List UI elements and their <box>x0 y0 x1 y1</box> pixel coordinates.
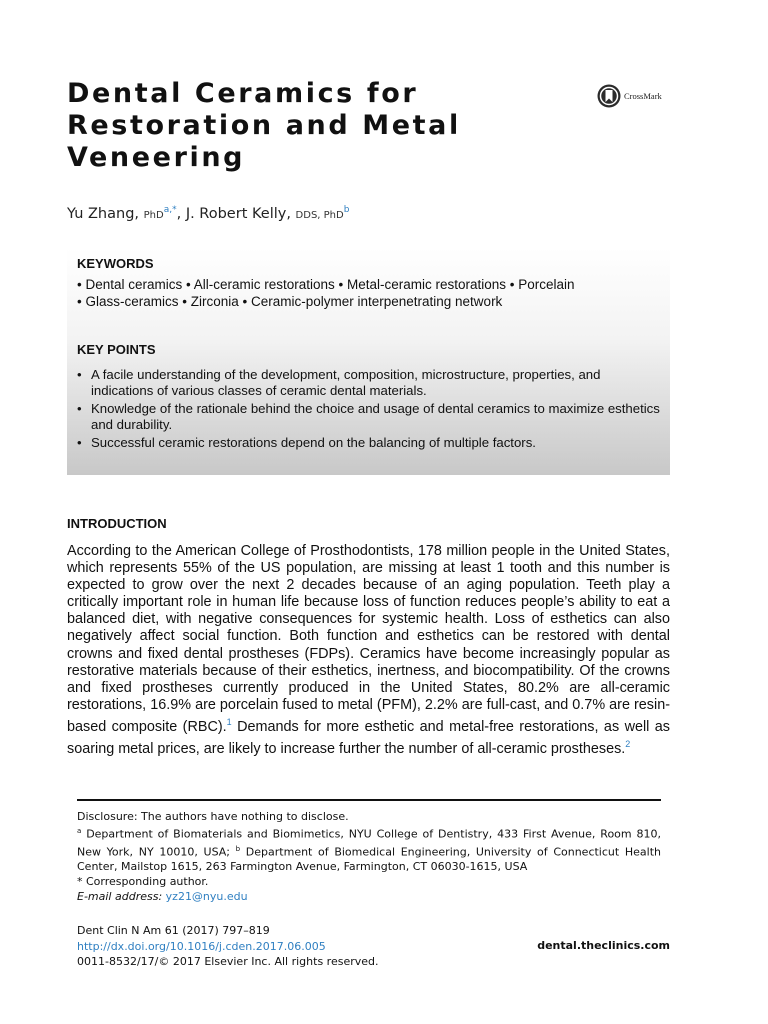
email-link[interactable]: yz21@nyu.edu <box>165 890 248 904</box>
crossmark-label: CrossMark <box>624 91 662 101</box>
bullet-icon: • <box>77 401 82 416</box>
introduction-paragraph <box>67 543 670 758</box>
affiliations-note <box>77 824 661 874</box>
key-point-item <box>77 435 662 451</box>
author-degree: PhD <box>143 209 164 221</box>
key-point-text: Successful ceramic restorations depend on the balancing of multiple factors. <box>91 435 536 450</box>
author-affiliation-mark[interactable]: a,* <box>163 205 177 215</box>
author-affiliation-mark[interactable]: b <box>343 205 350 215</box>
keywords-line: • Glass-ceramics • Zirconia • Ceramic-polymer interpenetrating network <box>77 294 503 309</box>
key-point-text: A facile understanding of the development, composition, microstructure, properties, and indications of various classes of ceramic dental materials. <box>91 367 601 398</box>
email-label: E-mail address: <box>77 890 163 904</box>
keywords-keypoints-box <box>67 248 670 475</box>
affiliation-b: Department of Biomedical Engineering, University of Connecticut Health Center, Mailstop 1615, 263 Farmington Avenue, Farmington, CT 06030-1615, USA <box>77 845 661 874</box>
author-degree: DDS, PhD <box>295 209 344 221</box>
author-name: J. Robert Kelly, <box>185 205 291 222</box>
bullet-icon: • <box>77 435 82 450</box>
journal-site-link[interactable]: dental.theclinics.com <box>537 939 670 952</box>
author-list <box>67 205 349 222</box>
introduction-text: Demands for more esthetic and metal-free restorations, as well as soaring metal prices, are likely to increase further the number of all-ceramic prostheses. <box>67 718 671 757</box>
article-title: Dental Ceramics for Restoration and Metal Veneering <box>67 78 461 173</box>
affiliation-a: Department of Biomaterials and Biomimetics, NYU College of Dentistry, 433 First Avenue, Room 810, New York, NY 10010, USA; <box>77 827 661 859</box>
bullet-icon: • <box>77 367 82 382</box>
crossmark-badge[interactable] <box>597 84 662 108</box>
keywords-heading: KEYWORDS <box>77 256 154 271</box>
keywords-line: • Dental ceramics • All-ceramic restorations • Metal-ceramic restorations • Porcelain <box>77 277 575 292</box>
section-heading-introduction: INTRODUCTION <box>67 516 167 531</box>
reference-link[interactable]: 1 <box>226 716 232 727</box>
doi-link[interactable]: http://dx.doi.org/10.1016/j.cden.2017.06.005 <box>77 939 326 953</box>
disclosure-note: Disclosure: The authors have nothing to disclose. <box>77 810 349 823</box>
crossmark-icon <box>597 84 621 108</box>
key-points-heading: KEY POINTS <box>77 342 156 357</box>
footnote-divider <box>77 799 661 801</box>
affiliation-mark: b <box>235 844 241 853</box>
citation-block <box>77 923 670 970</box>
email-note <box>77 889 661 904</box>
journal-citation: Dent Clin N Am 61 (2017) 797–819 <box>77 924 270 937</box>
key-point-text: Knowledge of the rationale behind the choice and usage of dental ceramics to maximize esthetics and durability. <box>91 401 660 432</box>
author-separator: , <box>176 205 186 222</box>
affiliation-mark: a <box>77 827 82 835</box>
key-point-item <box>77 401 662 432</box>
corresponding-note: * Corresponding author. <box>77 875 209 889</box>
author-name: Yu Zhang, <box>67 205 140 222</box>
reference-link[interactable]: 2 <box>625 738 631 749</box>
introduction-text: According to the American College of Prosthodontists, 178 million people in the United States, which represents 55% of the US population, are missing at least 1 tooth and this number is expected to grow over the next 2 decades because of an aging population. Teeth play a critically important role in human life because loss of function reduces people’s ability to eat a balanced diet, with negative consequences for systemic health. Loss of esthetics can also negatively affect social function. Both function and esthetics can be restored with dental crowns and fixed dental prostheses (FDPs). Ceramics have become increasingly popular as restorative materials because of their esthetics, inertness, and biocompatibility. Of the crowns and fixed prostheses currently produced in the United States, 80.2% are all-ceramic restorations, 16.9% are porcelain fused to metal (PFM), 2.2% are full-cast, and 0.7% are resin-based composite (RBC). <box>67 543 670 735</box>
key-points-list <box>77 367 662 454</box>
copyright-line: 0011-8532/17/© 2017 Elsevier Inc. All rights reserved. <box>77 955 379 968</box>
key-point-item <box>77 367 662 398</box>
footnotes <box>77 809 661 904</box>
